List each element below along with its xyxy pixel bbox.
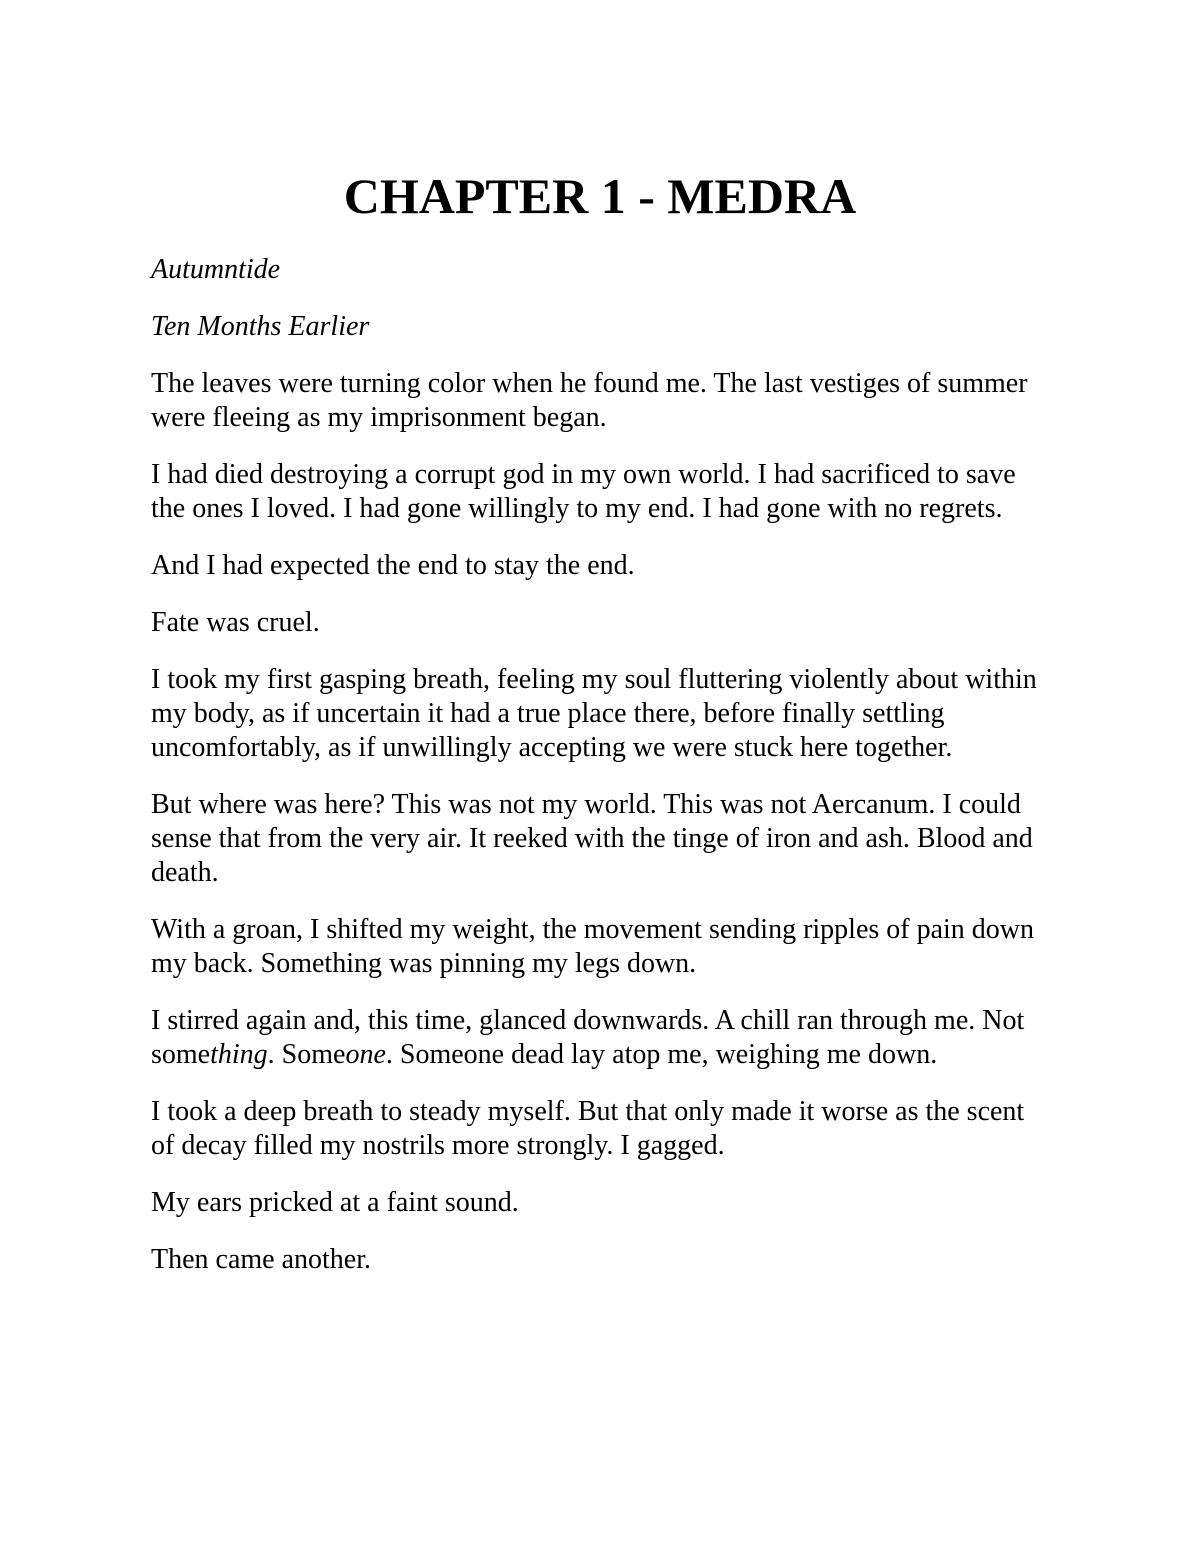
- paragraph: Fate was cruel.: [151, 607, 320, 638]
- paragraph: The leaves were turning color when he found me. The last vestiges of summer were fleeing as my imprisonment began.: [151, 368, 1028, 433]
- season-label: Autumntide: [151, 254, 281, 285]
- paragraph-text: I stirred again and, this time, glanced downwards. A chill ran through me. Not some: [151, 1005, 1025, 1070]
- chapter-title: CHAPTER 1 - MEDRA: [343, 168, 857, 224]
- paragraph-text: . Someone dead lay atop me, weighing me down.: [385, 1039, 938, 1070]
- chapter-body: [151, 253, 1051, 1300]
- paragraph: I took my first gasping breath, feeling my soul fluttering violently about within my body, as if uncertain it had a true place there, before finally settling uncomfortably, as if unwillingly accepting we were stuck here together.: [151, 664, 1037, 763]
- paragraph: With a groan, I shifted my weight, the movement sending ripples of pain down my back. Something was pinning my legs down.: [151, 914, 1035, 979]
- paragraph-text: . Some: [267, 1039, 346, 1070]
- emphasis-text: thing: [210, 1039, 268, 1070]
- paragraph-mixed: [151, 1004, 1051, 1072]
- paragraph: Then came another.: [151, 1244, 372, 1275]
- paragraph: But where was here? This was not my world. This was not Aercanum. I could sense that from the very air. It reeked with the tinge of iron and ash. Blood and death.: [151, 789, 1033, 888]
- paragraph: I had died destroying a corrupt god in my own world. I had sacrificed to save the ones I loved. I had gone willingly to my end. I had gone with no regrets.: [151, 459, 1016, 524]
- paragraph: And I had expected the end to stay the end.: [151, 550, 635, 581]
- emphasis-text: one: [345, 1039, 386, 1070]
- paragraph: I took a deep breath to steady myself. But that only made it worse as the scent of decay filled my nostrils more strongly. I gagged.: [151, 1096, 1025, 1161]
- paragraph: My ears pricked at a faint sound.: [151, 1187, 519, 1218]
- timeframe-label: Ten Months Earlier: [151, 311, 370, 342]
